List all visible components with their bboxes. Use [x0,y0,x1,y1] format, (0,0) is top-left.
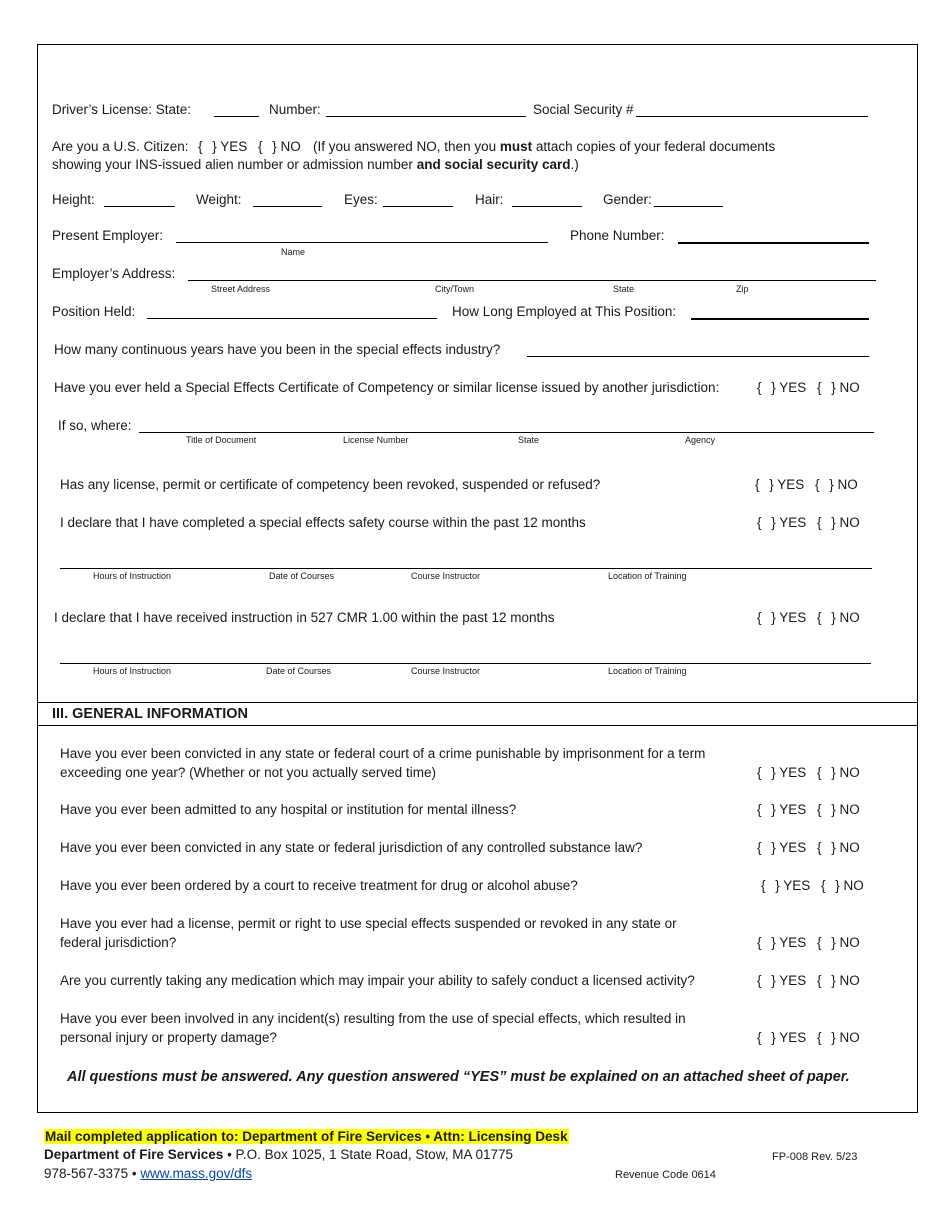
years-question: How many continuous years have you been in the special effects industry? [54,342,501,357]
q6-text: Are you currently taking any medication which may impair your ability to safely conduct a licensed activity? [60,973,695,988]
ssn-label: Social Security # [533,102,634,117]
footer-contact: 978-567-3375 • www.mass.gov/dfs [44,1166,253,1181]
revoked-no[interactable]: { } NO [815,477,858,492]
license-caption: License Number [343,435,409,445]
dl-number-label: Number: [269,102,321,117]
agency-caption: Agency [685,435,716,445]
height-label: Height: [52,192,95,207]
q5-line1: Have you ever had a license, permit or right to use special effects suspended or revoked in any state or [60,916,677,931]
if-so-field[interactable] [139,432,874,433]
website-link[interactable]: www.mass.gov/dfs [140,1166,253,1181]
dept-name: Department of Fire Services [44,1147,224,1162]
eyes-label: Eyes: [344,192,378,207]
q3-text: Have you ever been convicted in any state or federal jurisdiction of any controlled substance law? [60,840,643,855]
q7-no[interactable]: { } NO [817,1030,860,1045]
certificate-question: Have you ever held a Special Effects Certificate of Competency or similar license issued by another jurisdiction: [54,380,720,395]
how-long-label: How Long Employed at This Position: [452,304,677,319]
dl-number-field[interactable] [326,116,526,117]
course-yes[interactable]: { } YES [757,515,807,530]
hair-field[interactable] [512,206,582,207]
footer-address: Department of Fire Services • P.O. Box 1025, 1 State Road, Stow, MA 01775 [44,1147,513,1162]
q1-line1: Have you ever been convicted in any state or federal court of a crime punishable by imprisonment for a term [60,746,706,761]
revoked-yes[interactable]: { } YES [755,477,805,492]
phone-field[interactable] [678,242,869,244]
q7-line2: personal injury or property damage? [60,1030,277,1045]
location-caption-2: Location of Training [608,666,687,676]
section-header [38,702,917,726]
state-caption: State [613,284,635,294]
cmr-question: I declare that I have received instruction in 527 CMR 1.00 within the past 12 months [54,610,555,625]
cmr-yes[interactable]: { } YES [757,610,807,625]
course-question: I declare that I have completed a special effects safety course within the past 12 months [60,515,586,530]
instructor-caption: Course Instructor [411,571,481,581]
mail-instructions: Mail completed application to: Department of Fire Services • Attn: Licensing Desk [45,1129,568,1144]
course-no[interactable]: { } NO [817,515,860,530]
citizen-note-line1: (If you answered NO, then you must attach copies of your federal documents [313,139,776,154]
q1-line2: exceeding one year? (Whether or not you actually served time) [60,765,436,780]
employer-label: Present Employer: [52,228,164,243]
dl-state-field[interactable] [214,116,259,117]
weight-field[interactable] [253,206,322,207]
citizen-note-line2: showing your INS-issued alien number or admission number and social security card.) [52,157,579,172]
title-caption: Title of Document [186,435,257,445]
dl-state-label: Driver’s License: State: [52,102,192,117]
years-field[interactable] [527,356,869,357]
position-label: Position Held: [52,304,136,319]
if-so-label: If so, where: [58,418,132,433]
hair-label: Hair: [475,192,504,207]
city-caption: City/Town [435,284,475,294]
address-label: Employer’s Address: [52,266,176,281]
citizen-yes[interactable]: { } YES [198,139,248,154]
ssn-field[interactable] [636,116,868,117]
zip-caption: Zip [736,284,749,294]
q3-no[interactable]: { } NO [817,840,860,855]
citizen-question: Are you a U.S. Citizen: [52,139,189,154]
q6-no[interactable]: { } NO [817,973,860,988]
height-field[interactable] [104,206,175,207]
q2-yes[interactable]: { } YES [757,802,807,817]
q4-no[interactable]: { } NO [821,878,864,893]
street-caption: Street Address [211,284,271,294]
cmr-no[interactable]: { } NO [817,610,860,625]
q1-yes[interactable]: { } YES [757,765,807,780]
dates-caption-2: Date of Courses [266,666,332,676]
address-field[interactable] [188,280,876,281]
revoked-question: Has any license, permit or certificate of competency been revoked, suspended or refused? [60,477,601,492]
location-caption: Location of Training [608,571,687,581]
q7-line1: Have you ever been involved in any incident(s) resulting from the use of special effects, which resulted in [60,1011,686,1026]
state-caption-2: State [518,435,540,445]
instructions-note: All questions must be answered. Any question answered “YES” must be explained on an attached sheet of paper. [67,1069,850,1085]
q7-yes[interactable]: { } YES [757,1030,807,1045]
hours-caption-2: Hours of Instruction [93,666,172,676]
q5-line2: federal jurisdiction? [60,935,177,950]
dates-caption: Date of Courses [269,571,335,581]
certificate-no[interactable]: { } NO [817,380,860,395]
q6-yes[interactable]: { } YES [757,973,807,988]
form-number: FP-008 Rev. 5/23 [772,1151,858,1163]
gender-field[interactable] [654,206,723,207]
cmr-details-field[interactable] [60,663,871,664]
name-caption: Name [281,247,306,257]
course-details-field[interactable] [60,568,872,569]
employer-field[interactable] [176,242,548,243]
gender-label: Gender: [603,192,652,207]
certificate-yes[interactable]: { } YES [757,380,807,395]
section-title: III. GENERAL INFORMATION [52,706,249,722]
citizen-no[interactable]: { } NO [258,139,301,154]
hours-caption: Hours of Instruction [93,571,172,581]
eyes-field[interactable] [383,206,453,207]
q5-no[interactable]: { } NO [817,935,860,950]
q5-yes[interactable]: { } YES [757,935,807,950]
how-long-field[interactable] [691,318,869,320]
q1-no[interactable]: { } NO [817,765,860,780]
q4-text: Have you ever been ordered by a court to receive treatment for drug or alcohol abuse? [60,878,578,893]
q2-no[interactable]: { } NO [817,802,860,817]
phone-label: Phone Number: [570,228,665,243]
instructor-caption-2: Course Instructor [411,666,481,676]
revenue-code: Revenue Code 0614 [615,1169,716,1181]
position-field[interactable] [147,318,437,319]
q4-yes[interactable]: { } YES [761,878,811,893]
q3-yes[interactable]: { } YES [757,840,807,855]
q2-text: Have you ever been admitted to any hospital or institution for mental illness? [60,802,517,817]
weight-label: Weight: [196,192,242,207]
